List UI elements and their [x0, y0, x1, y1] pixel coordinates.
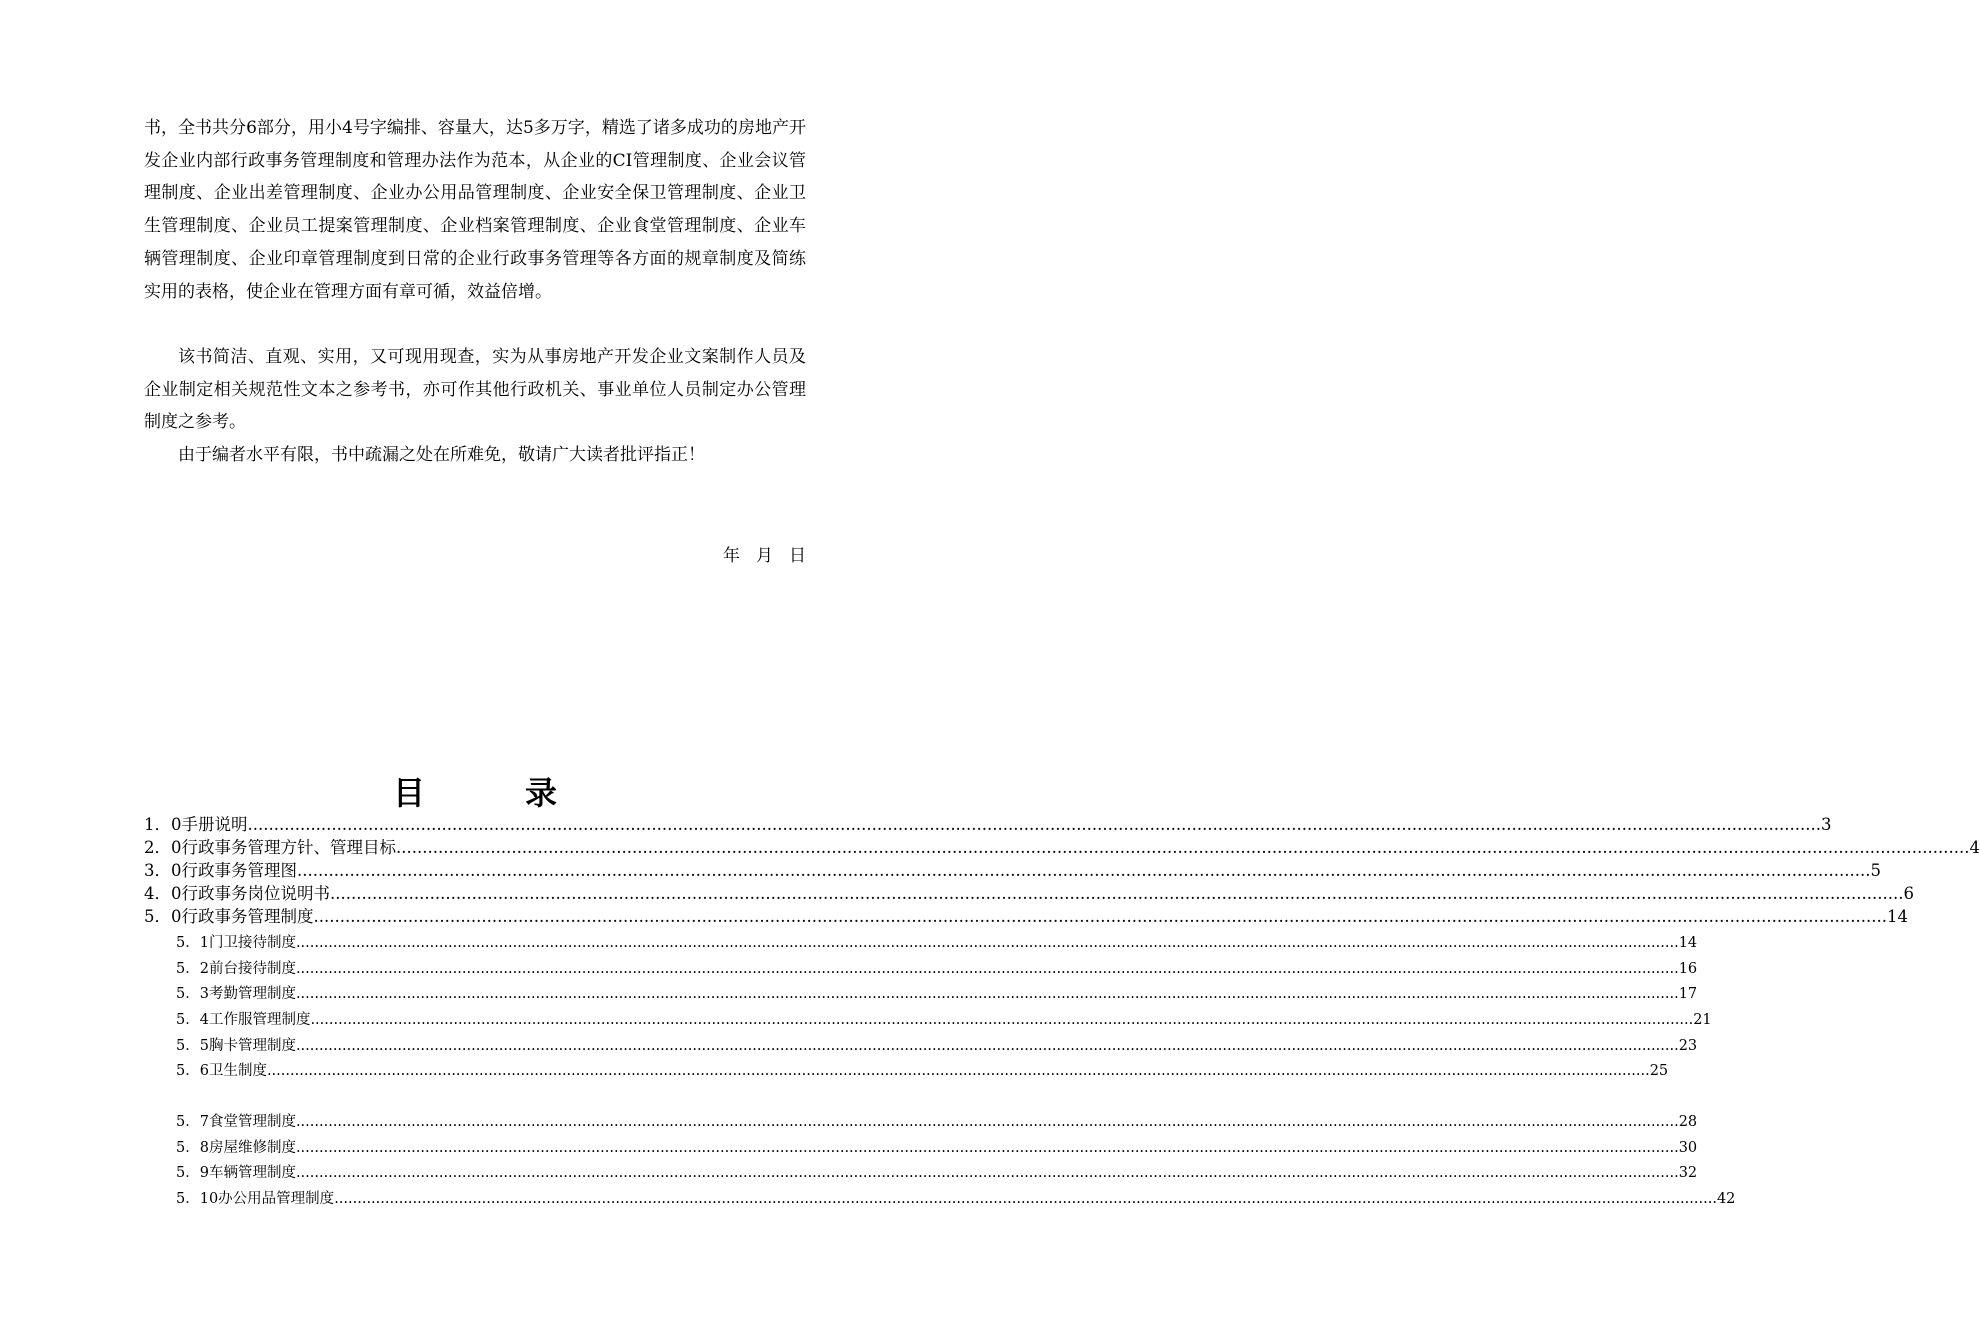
preface-paragraph-2: 该书简洁、直观、实用，又可现用现查，实为从事房地产开发企业文案制作人员及企业制定相关规范性文本之参考书，亦可作其他行政机关、事业单位人员制定办公管理制度之参考。 — [144, 347, 806, 433]
toc-entry-page: 5 — [1870, 861, 1881, 880]
toc-title-part-1: 目 — [392, 774, 425, 812]
toc-entry-label: 5．8房屋维修制度 — [176, 1140, 296, 1156]
toc-leader-dots: ............................................................................................................................................................................................................................................................................................................ — [334, 1191, 1717, 1207]
toc-leader-dots: ............................................................................................................................................................................................................................................................................................................ — [266, 1063, 1650, 1079]
toc-entry-label: 4．0行政事务岗位说明书 — [144, 884, 330, 903]
toc-entry-label: 2．0行政事务管理方针、管理目标 — [144, 838, 396, 857]
toc-subentry[interactable] — [176, 1060, 1669, 1082]
toc-entry-page: 42 — [1716, 1191, 1736, 1207]
toc-subentry[interactable] — [176, 983, 1698, 1005]
toc-entry-label: 5．10办公用品管理制度 — [176, 1191, 335, 1207]
toc-entry-label: 5．6卫生制度 — [176, 1063, 267, 1079]
toc-entry[interactable] — [144, 905, 1908, 928]
toc-leader-dots: ............................................................................................................................................................................................................................................................................................................ — [313, 907, 1887, 926]
toc-subentry[interactable] — [176, 1162, 1698, 1184]
toc-leader-dots: ............................................................................................................................................................................................................................................................................................................ — [396, 838, 1970, 857]
toc-subentry[interactable] — [176, 932, 1698, 954]
toc-leader-dots: ............................................................................................................................................................................................................................................................................................................ — [295, 1140, 1679, 1156]
toc-entry-label: 5．9车辆管理制度 — [176, 1165, 296, 1181]
toc-leader-dots: ............................................................................................................................................................................................................................................................................................................ — [295, 935, 1679, 951]
toc-subentry[interactable] — [176, 1111, 1698, 1133]
toc-subentry[interactable] — [176, 1035, 1698, 1057]
toc-leader-dots: ............................................................................................................................................................................................................................................................................................................ — [330, 884, 1904, 903]
toc-leader-dots: ............................................................................................................................................................................................................................................................................................................ — [295, 1165, 1679, 1181]
toc-leader-dots: ............................................................................................................................................................................................................................................................................................................ — [297, 861, 1871, 880]
toc-title — [0, 770, 950, 816]
date-day: 日 — [789, 546, 806, 566]
toc-entry-page: 28 — [1678, 1114, 1698, 1130]
toc-entry-page: 21 — [1693, 1012, 1712, 1028]
toc-entry-page: 6 — [1903, 884, 1914, 903]
toc-leader-dots: ............................................................................................................................................................................................................................................................................................................ — [247, 815, 1821, 834]
toc-entry[interactable] — [144, 882, 1914, 905]
toc-entry-page: 16 — [1678, 961, 1698, 977]
toc-subentry[interactable] — [176, 1009, 1712, 1031]
toc-leader-dots: ............................................................................................................................................................................................................................................................................................................ — [295, 1038, 1679, 1054]
toc-entry-label: 1．0手册说明 — [144, 815, 248, 834]
toc-subentry[interactable] — [176, 958, 1698, 980]
toc-entry-page: 3 — [1820, 815, 1832, 834]
toc-leader-dots: ............................................................................................................................................................................................................................................................................................................ — [295, 1114, 1679, 1130]
toc-entry-label: 5．5胸卡管理制度 — [176, 1038, 296, 1054]
toc-subentry[interactable] — [176, 1137, 1698, 1159]
toc-entry[interactable] — [144, 813, 1832, 836]
toc-entry-page: 30 — [1678, 1140, 1698, 1156]
date-year: 年 — [723, 546, 740, 566]
toc-entry-page: 25 — [1649, 1063, 1669, 1079]
toc-leader-dots: ............................................................................................................................................................................................................................................................................................................ — [310, 1012, 1694, 1028]
toc-entry-label: 3．0行政事务管理图 — [144, 861, 297, 880]
toc-leader-dots: ............................................................................................................................................................................................................................................................................................................ — [295, 961, 1679, 977]
preface-paragraph-1: 书，全书共分6部分，用小4号字编排、容量大，达5多万字，精选了诸多成功的房地产开发企业内部行政事务管理制度和管理办法作为范本，从企业的CI管理制度、企业会议管理制度、企业出差管理制度、企业办公用品管理制度、企业安全保卫管理制度、企业卫生管理制度、企业员工提案管理制度、企业档案管理制度、企业食堂管理制度、企业车辆管理制度、企业印章管理制度到日常的企业行政事务管理等各方面的规章制度及简练实用的表格，使企业在管理方面有章可循，效益倍增。 — [144, 118, 806, 302]
date-month: 月 — [756, 546, 773, 566]
toc-title-part-2: 录 — [525, 774, 558, 812]
toc-entry-label: 5．1门卫接待制度 — [176, 935, 296, 951]
toc-entry[interactable] — [144, 836, 1980, 859]
toc-entry-page: 14 — [1678, 935, 1698, 951]
toc-entry-label: 5．2前台接待制度 — [176, 961, 296, 977]
preface-paragraph-3: 由于编者水平有限，书中疏漏之处在所难免，敬请广大读者批评指正！ — [178, 445, 705, 465]
toc-subentry[interactable] — [176, 1188, 1736, 1210]
toc-entry-label: 5．0行政事务管理制度 — [144, 907, 314, 926]
toc-entry-page: 14 — [1886, 907, 1908, 926]
toc-entry-label: 5．7食堂管理制度 — [176, 1114, 296, 1130]
toc-entry-page: 32 — [1678, 1165, 1698, 1181]
toc-entry-page: 4 — [1969, 838, 1980, 857]
toc-entry-page: 23 — [1678, 1038, 1698, 1054]
toc-leader-dots: ............................................................................................................................................................................................................................................................................................................ — [295, 986, 1679, 1002]
toc-entry[interactable] — [144, 859, 1881, 882]
toc-entry-page: 17 — [1678, 986, 1698, 1002]
toc-entry-label: 5．4工作服管理制度 — [176, 1012, 311, 1028]
toc-entry-label: 5．3考勤管理制度 — [176, 986, 296, 1002]
date-line — [690, 540, 806, 572]
